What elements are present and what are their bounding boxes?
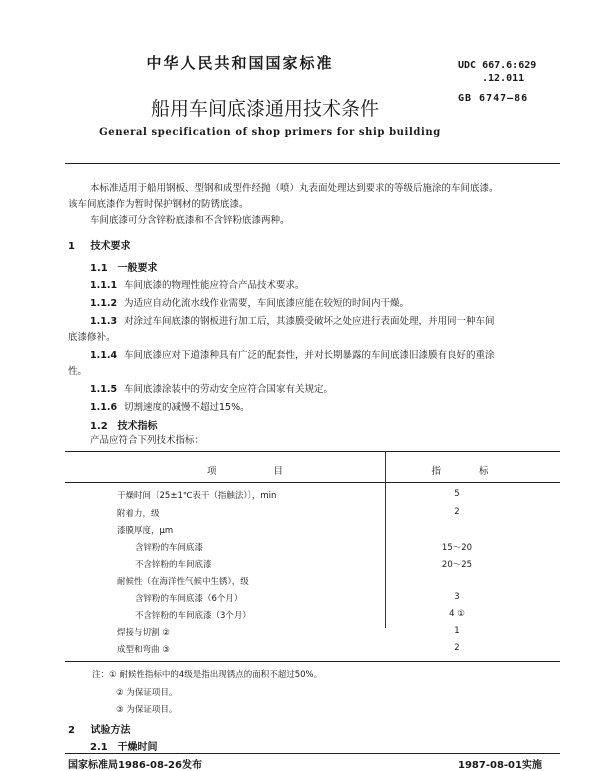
table-row-value: 1 — [454, 626, 460, 636]
clause-1-1-4 — [90, 347, 495, 361]
table-row-label: 干燥时间〔25±1℃表干（指触法）〕，min — [117, 491, 277, 501]
document-title: 船用车间底漆通用技术条件 — [150, 98, 379, 120]
clause-text: 车间底漆的物理性能应符合产品技术要求。 — [124, 280, 305, 291]
table-header-rule — [65, 482, 560, 483]
clause-number: 1.1.2 — [90, 298, 118, 309]
table-row-value: 15～20 — [441, 543, 473, 553]
section-1-title: 技术要求 — [90, 241, 131, 252]
header-divider — [65, 163, 560, 164]
clause-text: 对涂过车间底漆的钢板进行加工后，其漆膜受破坏之处应进行表面处理，并用同一种车间 — [124, 316, 495, 327]
clause-1-1-3 — [90, 313, 495, 327]
section-1-1-title: 一般要求 — [117, 263, 158, 274]
section-2-heading — [68, 721, 130, 736]
clause-number: 1.1.4 — [90, 350, 118, 361]
section-2-1-title: 干燥时间 — [117, 742, 158, 753]
clause-1-1-3-continued: 底漆修补。 — [68, 332, 116, 343]
section-1-heading — [68, 237, 130, 252]
clause-text: 切割速度的减慢不超过15%。 — [124, 402, 250, 413]
clause-1-1-5 — [90, 381, 333, 395]
table-header-index: 指 标 — [431, 466, 489, 477]
table-header-item: 项 目 — [206, 466, 283, 477]
table-row-label: 含锌粉的车间底漆 — [135, 543, 204, 553]
intro-paragraph-line2: 该车间底漆作为暂时保护钢材的防锈底漆。 — [68, 199, 249, 210]
udc-code-line1: UDC 667.6:629 — [458, 60, 537, 71]
table-row-label: 焊接与切割 ② — [117, 628, 170, 638]
table-row-label: 不含锌粉的车间底漆 — [135, 560, 212, 570]
clause-text: 车间底漆应对下道漆种具有广泛的配套性，并对长期暴露的车间底漆旧漆膜有良好的重涂 — [124, 350, 495, 361]
section-2-1-number: 2.1 — [90, 742, 108, 753]
spec-table-lead: 产品应符合下列技术指标： — [90, 435, 205, 446]
table-note-3: ③ 为保证项目。 — [116, 705, 178, 715]
table-row-value: 5 — [454, 489, 460, 499]
clause-text: 车间底漆涂装中的劳动安全应符合国家有关规定。 — [124, 384, 334, 395]
table-note-1: 注：① 耐候性指标中的4级是指出现锈点的面积不超过50%。 — [92, 670, 323, 680]
table-top-rule — [65, 451, 560, 452]
footer-rule — [65, 753, 560, 754]
intro-paragraph-2: 车间底漆可分含锌粉底漆和不含锌粉底漆两种。 — [90, 215, 290, 226]
section-2-1-heading — [90, 738, 157, 753]
table-row-label: 不含锌粉的车间底漆（3个月） — [135, 611, 251, 621]
table-row-label: 成型和弯曲 ③ — [117, 645, 170, 655]
udc-code-line2: .12.011 — [482, 73, 525, 84]
section-1-2-number: 1.2 — [90, 421, 108, 432]
table-row-value: 20～25 — [441, 560, 473, 570]
table-row-value: 3 — [454, 592, 460, 602]
table-row-label: 漆膜厚度，μm — [117, 526, 174, 536]
table-row-label: 附着力，级 — [117, 509, 160, 519]
table-row-value: 4 ① — [449, 609, 465, 619]
table-row-value: 2 — [454, 643, 460, 653]
issuer-title: 中华人民共和国国家标准 — [146, 54, 334, 72]
table-row-label: 耐候性（在海洋性气候中生锈），级 — [117, 577, 249, 587]
gb-number: GB 6747—86 — [458, 93, 529, 104]
intro-paragraph-line1: 本标准适用于船用钢板、型钢和成型件经抛（喷）丸表面处理达到要求的等级后施涂的车间底漆。 — [90, 183, 499, 194]
table-column-divider — [385, 451, 386, 628]
clause-number: 1.1.3 — [90, 316, 118, 327]
clause-1-1-1 — [90, 277, 305, 291]
clause-number: 1.1.5 — [90, 384, 118, 395]
table-bottom-rule — [65, 661, 560, 662]
table-row-label: 含锌粉的车间底漆（6个月） — [135, 594, 243, 604]
section-1-2-heading — [90, 417, 157, 432]
section-2-number: 2 — [68, 725, 75, 736]
section-1-number: 1 — [68, 241, 75, 252]
clause-number: 1.1.1 — [90, 280, 118, 291]
section-1-2-title: 技术指标 — [117, 421, 158, 432]
clause-1-1-2 — [90, 295, 409, 309]
footer-issued: 国家标准局1986-08-26发布 — [68, 760, 202, 771]
table-note-2: ② 为保证项目。 — [116, 688, 178, 698]
english-title: General specification of shop primers for ship building — [99, 127, 441, 138]
section-1-1-number: 1.1 — [90, 263, 108, 274]
clause-number: 1.1.6 — [90, 402, 118, 413]
clause-1-1-4-continued: 性。 — [68, 366, 88, 377]
clause-1-1-6 — [90, 399, 250, 413]
table-row-value: 2 — [454, 507, 460, 517]
section-1-1-heading — [90, 259, 157, 274]
footer-effective: 1987-08-01实施 — [458, 760, 542, 771]
section-2-title: 试验方法 — [90, 725, 131, 736]
clause-text: 为适应自动化流水线作业需要，车间底漆应能在较短的时间内干燥。 — [124, 298, 410, 309]
